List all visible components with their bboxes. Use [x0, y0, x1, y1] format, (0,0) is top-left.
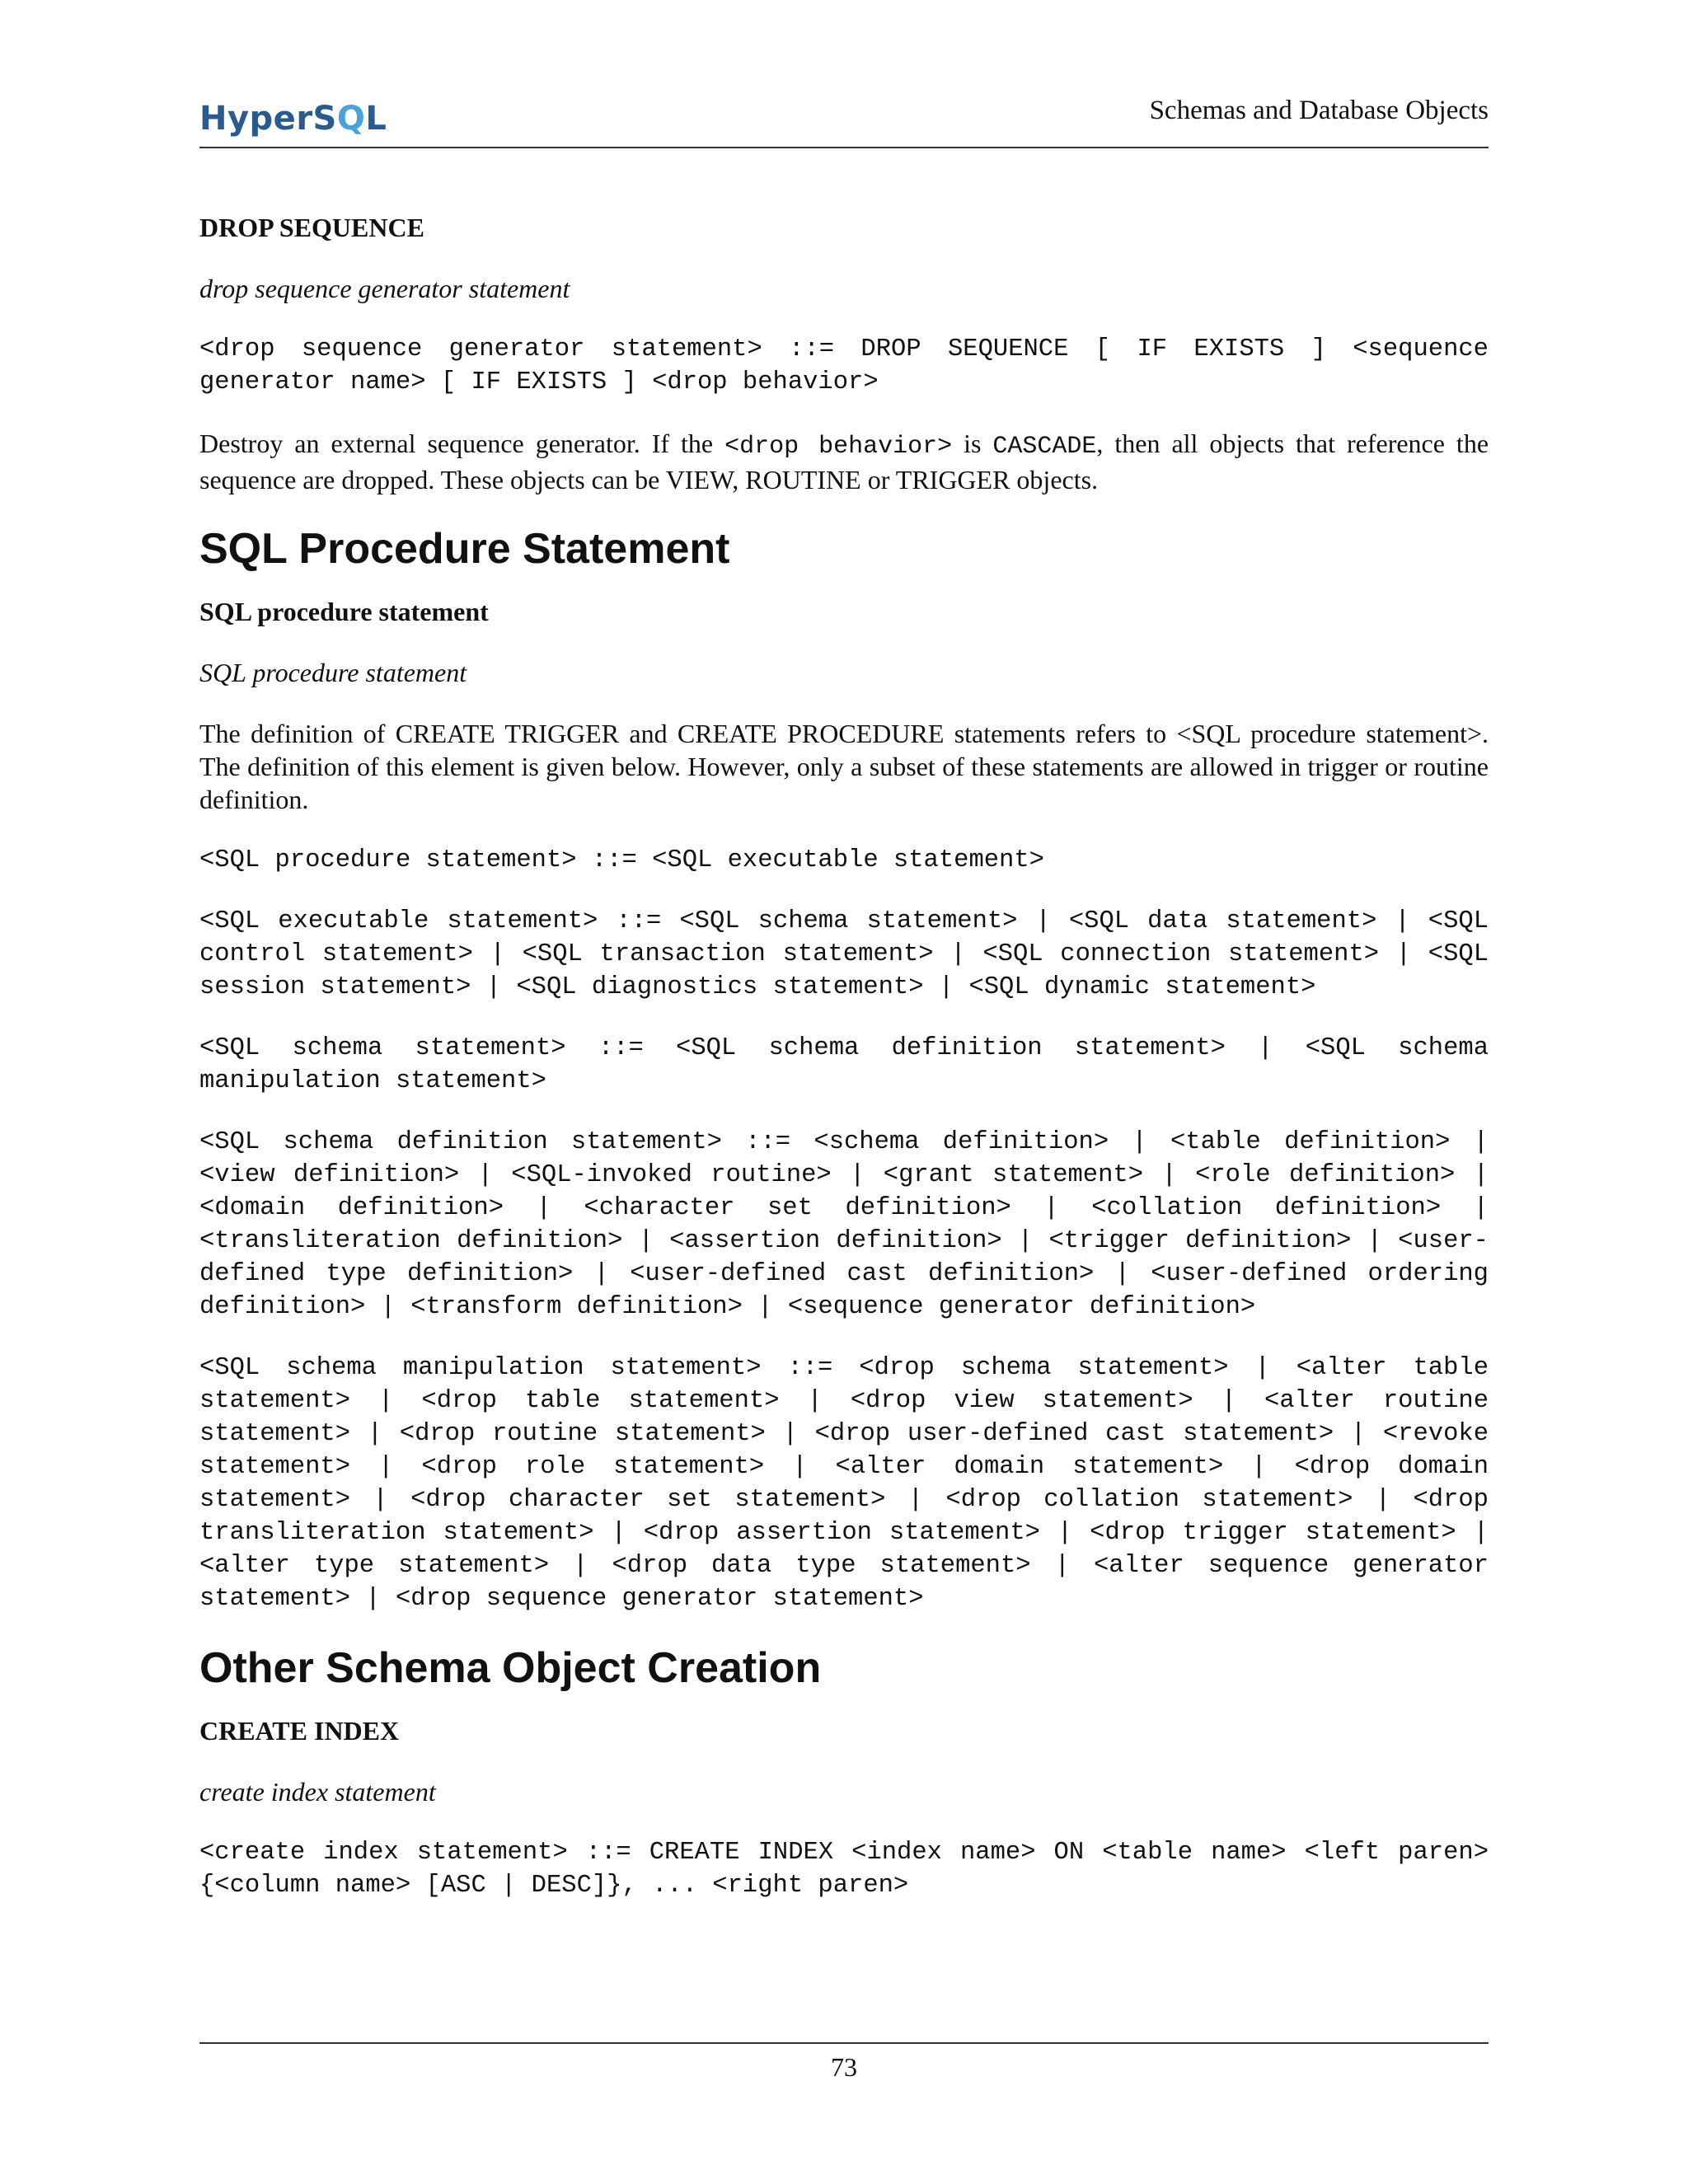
footer-divider — [199, 2042, 1489, 2044]
create-index-heading: CREATE INDEX — [199, 1716, 400, 1746]
header-divider — [199, 147, 1489, 148]
sql-procedure-subheading: SQL procedure statement — [199, 658, 467, 687]
grammar-sql-schema-statement: <SQL schema statement> ::= <SQL schema definition statement> | <SQL schema manipulation statement> — [199, 1034, 1489, 1095]
desc-text-3: , then all objects that reference the sequence are dropped. These objects can be VIEW, ROUTINE or TRIGGER objects. — [199, 429, 1489, 494]
create-index-syntax: <create index statement> ::= CREATE INDEX <index name> ON <table name> <left paren> {<column name> [ASC | DESC]}, ... <right paren> — [199, 1839, 1489, 1900]
page-number: 73 — [831, 2052, 857, 2082]
grammar-sql-executable-statement: <SQL executable statement> ::= <SQL schema statement> | <SQL data statement> | <SQL control statement> | <SQL transaction statement> | <SQL connection statement> | <SQL session statement> | <SQL diagnostics statement> | <SQL dynamic statement> — [199, 907, 1489, 1001]
drop-sequence-subheading: drop sequence generator statement — [199, 274, 570, 303]
drop-sequence-syntax: <drop sequence generator statement> ::= DROP SEQUENCE [ IF EXISTS ] <sequence generator name> [ IF EXISTS ] <drop behavior> — [199, 335, 1489, 396]
desc-code-drop-behavior: <drop behavior> — [724, 433, 953, 461]
desc-code-cascade: CASCADE — [992, 433, 1097, 461]
grammar-sql-procedure-statement: <SQL procedure statement> ::= <SQL executable statement> — [199, 846, 1044, 874]
page-content — [199, 211, 1489, 1930]
logo-text-q: Q — [336, 100, 366, 138]
other-schema-section-title: Other Schema Object Creation — [199, 1644, 822, 1692]
sql-procedure-heading: SQL procedure statement — [199, 597, 489, 626]
sql-procedure-section-title: SQL Procedure Statement — [199, 525, 730, 573]
drop-sequence-description — [199, 427, 1489, 496]
logo-text-a: HyperS — [199, 100, 337, 138]
header-title: Schemas and Database Objects — [1149, 96, 1489, 125]
grammar-sql-schema-manipulation-statement: <SQL schema manipulation statement> ::= <drop schema statement> | <alter table statement> | <drop table statement> | <drop view statement> | <alter routine statement> | <drop routine statement> | <drop user-defined cast statement> | <revoke statement> | <drop role statement> | <alter domain statement> | <drop domain statement> | <drop character set statement> | <drop collation statement> | <drop transliteration statement> | <drop assertion statement> | <drop trigger statement> | <alter type statement> | <drop data type statement> | <alter sequence generator statement> | <drop sequence generator statement> — [199, 1354, 1489, 1613]
desc-text-1: Destroy an external sequence generator. If the — [199, 429, 725, 458]
drop-sequence-heading: DROP SEQUENCE — [199, 213, 424, 242]
logo-text-l: L — [365, 100, 387, 138]
hypersql-logo — [199, 99, 387, 138]
desc-text-2: is — [952, 429, 993, 458]
sql-procedure-intro: The definition of CREATE TRIGGER and CREATE PROCEDURE statements refers to <SQL procedure statement>. The definition of this element is given below. However, only a subset of these statements are allowed in trigger or routine definition. — [199, 719, 1489, 814]
page-header — [199, 89, 1489, 148]
grammar-sql-schema-definition-statement: <SQL schema definition statement> ::= <schema definition> | <table definition> | <view definition> | <SQL-invoked routine> | <grant statement> | <role definition> | <domain definition> | <character set definition> | <collation definition> | <transliteration definition> | <assertion definition> | <trigger definition> | <user-defined type definition> | <user-defined cast definition> | <user-defined ordering definition> | <transform definition> | <sequence generator definition> — [199, 1128, 1489, 1321]
create-index-subheading: create index statement — [199, 1777, 436, 1807]
document-page — [199, 0, 1489, 2184]
